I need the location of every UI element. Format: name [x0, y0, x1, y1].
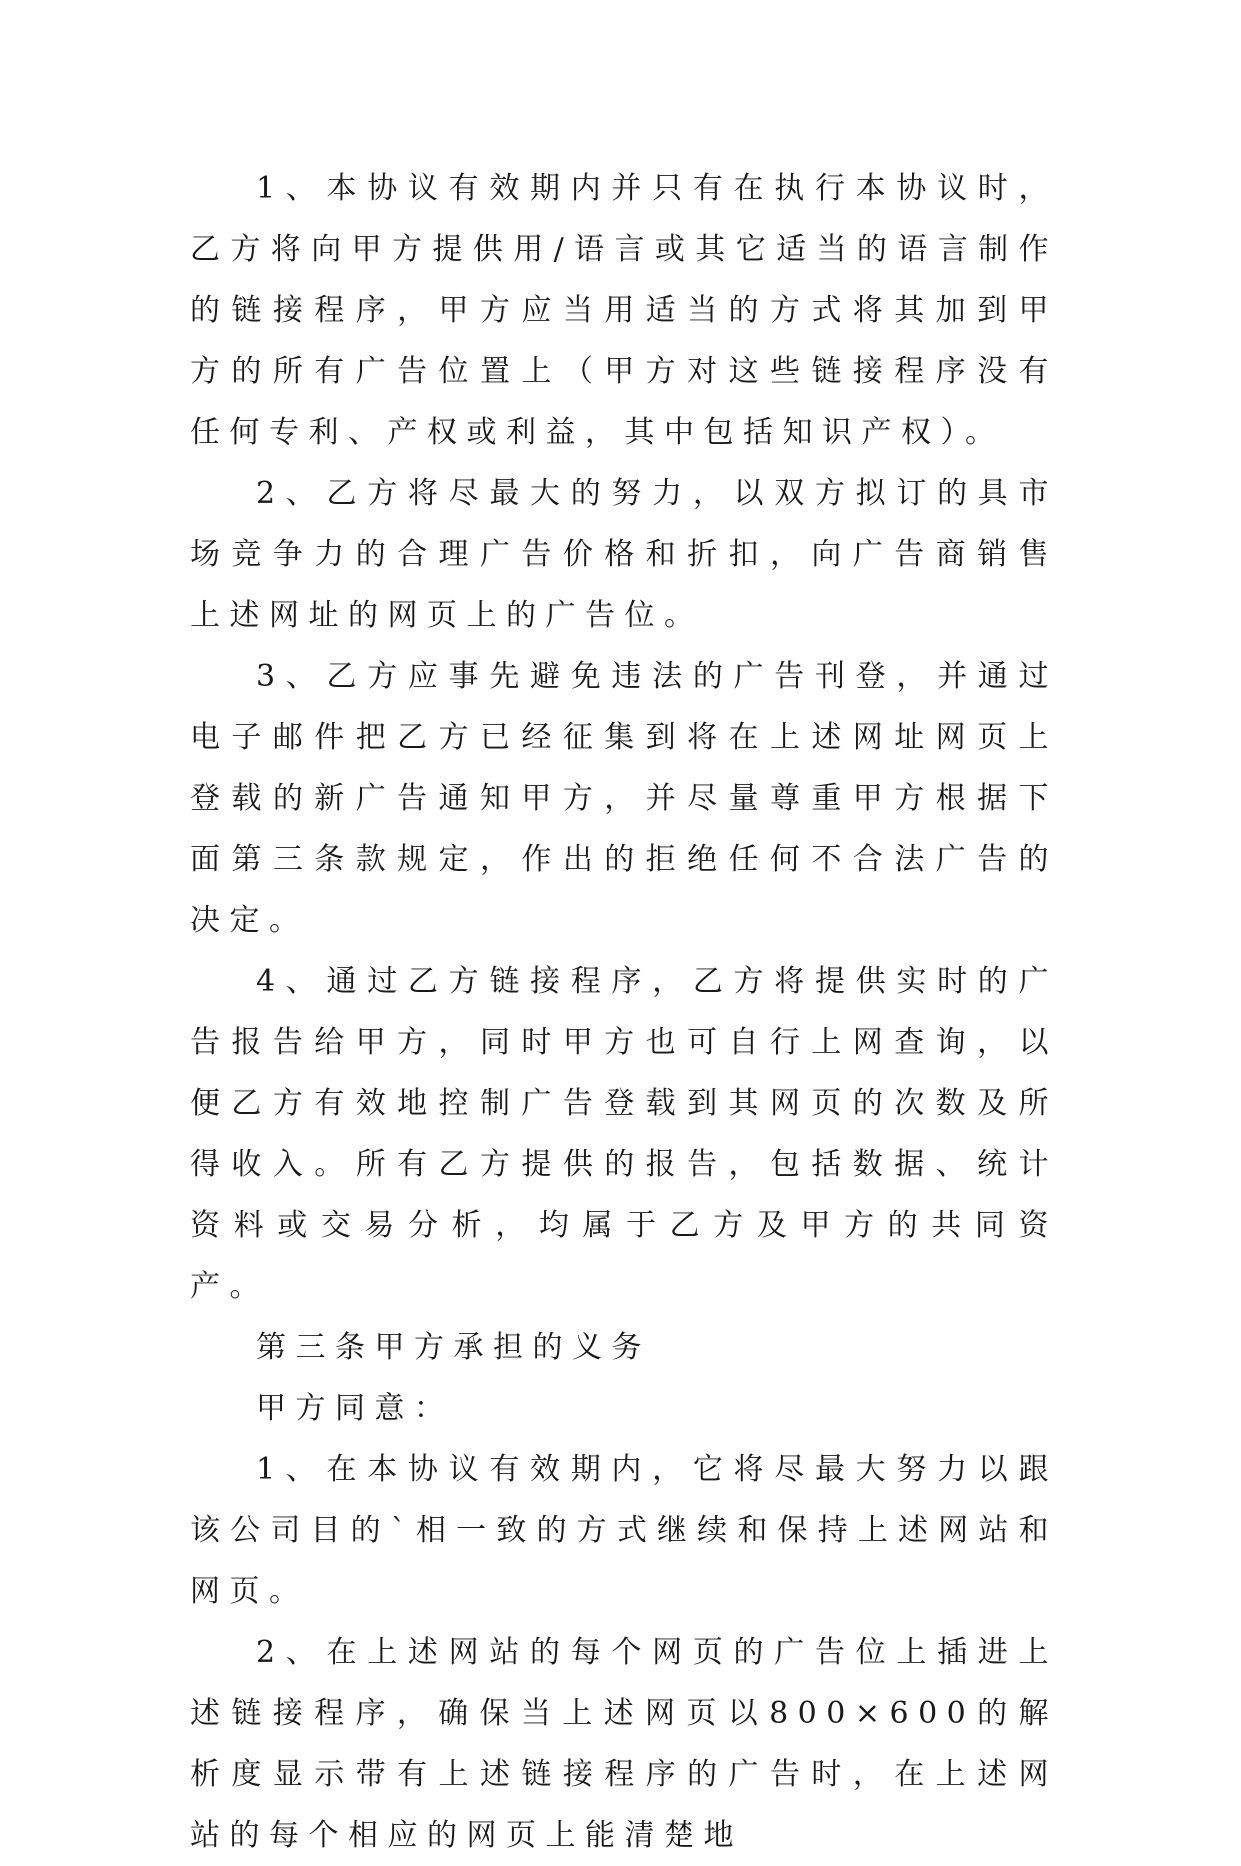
paragraph-party-b-clause-1: 1、本协议有效期内并只有在执行本协议时，乙方将向甲方提供用/语言或其它适当的语言制作的链接程序，甲方应当用适当的方式将其加到甲方的所有广告位置上（甲方对这些链接程序没有任何专利、产权或利益，其中包括知识产权）。: [190, 171, 1058, 450]
section-heading-article-3: 第三条甲方承担的义务: [256, 1330, 651, 1365]
paragraph-party-a-agrees: 甲方同意：: [256, 1391, 454, 1426]
paragraph-party-a-clause-2: 2、在上述网站的每个网页的广告位上插进上述链接程序，确保当上述网页以800×600的解析度显示带有上述链接程序的广告时，在上述网站的每个相应的网页上能清楚地: [190, 1635, 1058, 1853]
paragraph-party-b-clause-4: 4、通过乙方链接程序，乙方将提供实时的广告报告给甲方，同时甲方也可自行上网查询，以便乙方有效地控制广告登载到其网页的次数及所得收入。所有乙方提供的报告，包括数据、统计资料或交易分析，均属于乙方及甲方的共同资产。: [190, 964, 1058, 1304]
paragraph-party-b-clause-3: 3、乙方应事先避免违法的广告刊登，并通过电子邮件把乙方已经征集到将在上述网址网页上登载的新广告通知甲方，并尽量尊重甲方根据下面第三条款规定，作出的拒绝任何不合法广告的决定。: [190, 659, 1058, 938]
paragraph-party-b-clause-2: 2、乙方将尽最大的努力，以双方拟订的具市场竞争力的合理广告价格和折扣，向广告商销售上述网址的网页上的广告位。: [190, 476, 1058, 633]
document-body: [190, 158, 1058, 1866]
paragraph-party-a-clause-1: 1、在本协议有效期内，它将尽最大努力以跟该公司目的`相一致的方式继续和保持上述网站和网页。: [190, 1452, 1058, 1609]
